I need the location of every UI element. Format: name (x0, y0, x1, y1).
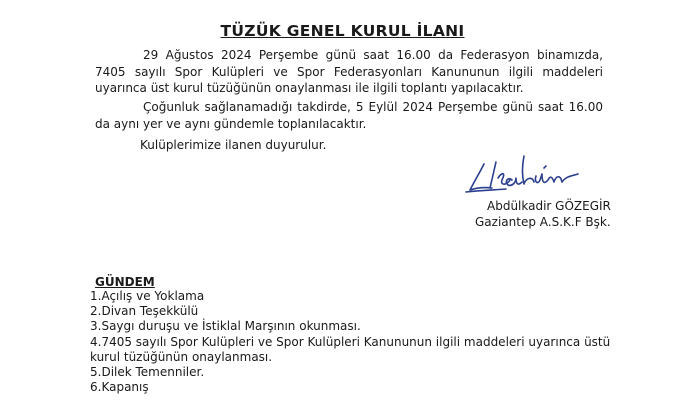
signatory-name: Abdülkadir GÖZEGİR (487, 199, 611, 213)
agenda-heading: GÜNDEM (95, 275, 155, 289)
agenda-item: 2.Divan Teşekkülü (90, 304, 199, 319)
agenda-item: 4.7405 sayılı Spor Kulüpleri ve Spor Kulüpleri Kanununun ilgili maddeleri uyarınca üstü kurul tüzüğünün onaylanması. (90, 334, 611, 364)
announcement-paragraph-3: Kulüplerimize ilanen duyurulur. (140, 138, 327, 152)
signatory-title: Gaziantep A.S.K.F Bşk. (475, 215, 611, 229)
announcement-paragraph-1: 29 Ağustos 2024 Perşembe günü saat 16.00 da Federasyon binamızda, 7405 sayılı Spor Kulüpleri ve Spor Federasyonları Kanununun ilgili maddeleri uyarınca üst kurul tüzüğünün onaylanması ile ilgili toplantı yapılacaktır. (95, 48, 603, 95)
agenda-item: 5.Dilek Temenniler. (90, 365, 205, 380)
agenda-item: 3.Saygı duruşu ve İstiklal Marşının okunması. (90, 319, 361, 334)
document-title: TÜZÜK GENEL KURUL İLANI (220, 22, 465, 40)
agenda-item: 6.Kapanış (90, 380, 149, 395)
announcement-paragraph-2: Çoğunluk sağlanamadığı takdirde, 5 Eylül 2024 Perşembe günü saat 16.00 da aynı yer ve aynı gündemle toplanılacaktır. (95, 100, 603, 131)
agenda-list (90, 289, 630, 395)
agenda-item: 1.Açılış ve Yoklama (90, 289, 205, 303)
handwritten-signature (462, 152, 582, 198)
